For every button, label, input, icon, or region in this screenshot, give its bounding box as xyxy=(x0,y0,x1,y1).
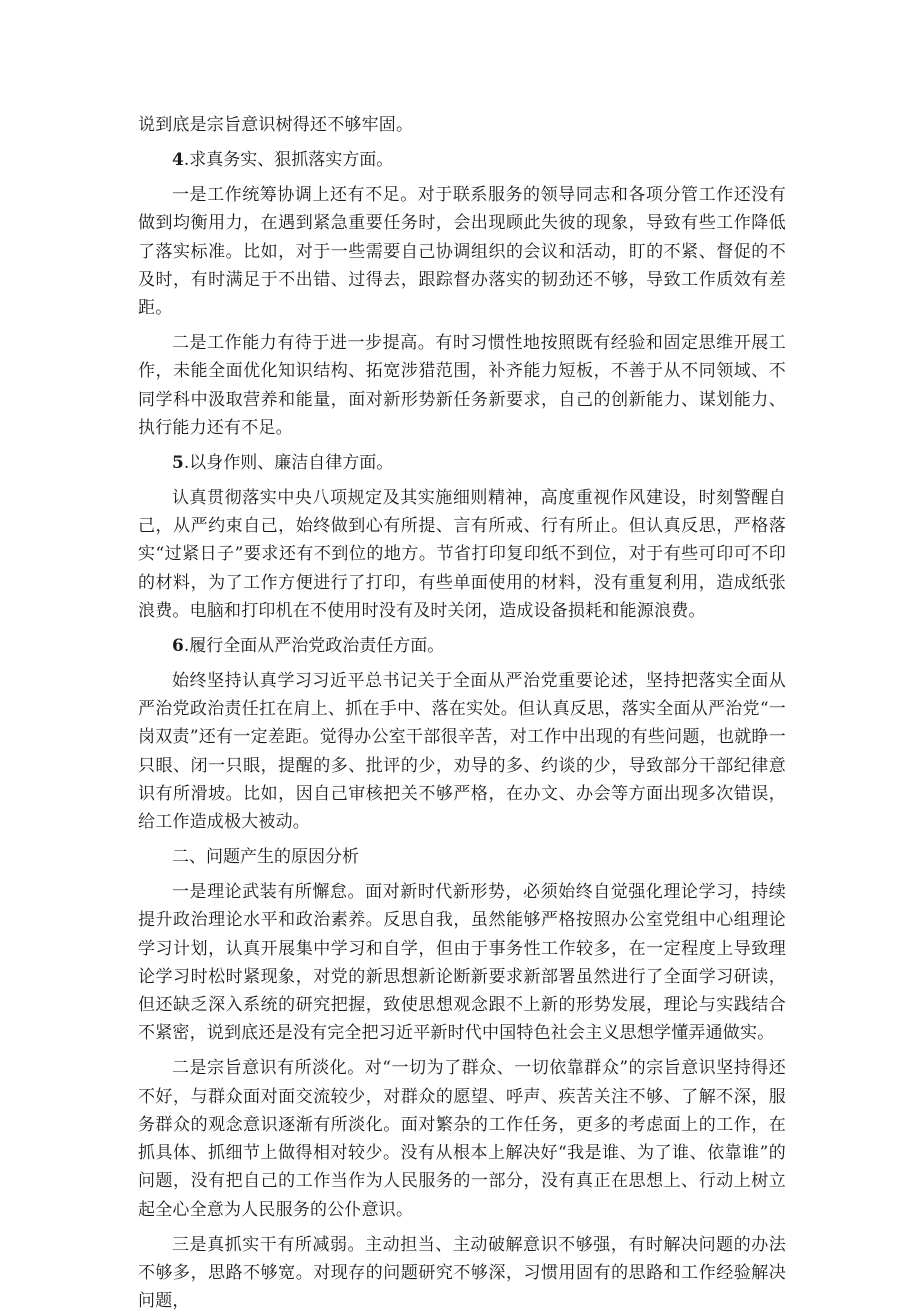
paragraph-self-discipline: 认真贯彻落实中央八项规定及其实施细则精神，高度重视作风建设，时刻警醒自己，从严约束自己，始终做到心有所提、言有所戒、行有所止。但认真反思，严格落实“过紧日子”要求还有不到位的地方。节省打印复印纸不到位，对于有些可印可不印的材料，为了工作方便进行了打印，有些单面使用的材料，没有重复利用，造成纸张浪费。电脑和打印机在不使用时没有及时关闭，造成设备损耗和能源浪费。 xyxy=(138,488,786,621)
paragraph-continuation: 说到底是宗旨意识树得还不够牢固。 xyxy=(138,115,414,135)
heading-4-number: 4 xyxy=(172,150,184,171)
paragraph-purpose: 二是宗旨意识有所淡化。对“一切为了群众、一切依靠群众”的宗旨意识坚持得还不好，与群众面对面交流较少，对群众的愿望、呼声、疾苦关注不够、了解不深，服务群众的观念意识逐渐有所淡化。面对繁杂的工作任务，更多的考虑面上的工作，在抓具体、抓细节上做得相对较少。没有从根本上解决好“我是谁、为了谁、依靠谁”的问题，没有把自己的工作当作为人民服务的一部分，没有真正在思想上、行动上树立起全心全意为人民服务的公仆意识。 xyxy=(138,1058,786,1220)
paragraph-theory: 一是理论武装有所懈怠。面对新时代新形势，必须始终自觉强化理论学习，持续提升政治理论水平和政治素养。反思自我，虽然能够严格按照办公室党组中心组理论学习计划，认真开展集中学习和自学，但由于事务性工作较多，在一定程度上导致理论学习时松时紧现象，对党的新思想新论断新要求新部署虽然进行了全面学习研读，但还缺乏深入系统的研究把握，致使思想观念跟不上新的形势发展，理论与实践结合不紧密，说到底还是没有完全把习近平新时代中国特色社会主义思想学懂弄通做实。 xyxy=(138,882,786,1044)
heading-5-text: .以身作则、廉洁自律方面。 xyxy=(183,453,394,474)
heading-6-text: .履行全面从严治党政治责任方面。 xyxy=(183,636,445,657)
heading-5 xyxy=(138,449,786,477)
paragraph-coordination: 一是工作统筹协调上还有不足。对于联系服务的领导同志和各项分管工作还没有做到均衡用力，在遇到紧急重要任务时，会出现顾此失彼的现象，导致有些工作降低了落实标准。比如，对于一些需要自己协调组织的会议和活动，盯的不紧、督促的不及时，有时满足于不出错、过得去，跟踪督办落实的韧劲还不够，导致工作质效有差距。 xyxy=(138,185,786,319)
section-heading-cause-analysis: 二、问题产生的原因分析 xyxy=(172,847,359,868)
paragraph-practical-work: 三是真抓实干有所减弱。主动担当、主动破解意识不够强，有时解决问题的办法不够多，思路不够宽。对现存的问题研究不够深，习惯用固有的思路和工作经验解决问题， xyxy=(138,1234,786,1312)
heading-5-number: 5 xyxy=(172,453,184,474)
paragraph-ability: 二是工作能力有待于进一步提高。有时习惯性地按照既有经验和固定思维开展工作，未能全面优化知识结构、拓宽涉猎范围，补齐能力短板，不善于从不同领域、不同学科中汲取营养和能量，面对新形势新任务新要求，自己的创新能力、谋划能力、执行能力还有不足。 xyxy=(138,333,786,438)
paragraph-party-responsibility: 始终坚持认真学习习近平总书记关于全面从严治党重要论述，坚持把落实全面从严治党政治责任扛在肩上、抓在手中、落在实处。但认真反思，落实全面从严治党“一岗双责”还有一定差距。觉得办公室干部很辛苦，对工作中出现的有些问题，也就睁一只眼、闭一只眼，提醒的多、批评的少，劝导的多、约谈的少，导致部分干部纪律意识有所滑坡。比如，因自己审核把关不够严格，在办文、办会等方面出现多次错误，给工作造成极大被动。 xyxy=(138,671,786,833)
document-body xyxy=(138,111,786,1315)
heading-4 xyxy=(138,146,786,174)
heading-6-number: 6 xyxy=(172,636,184,657)
heading-6 xyxy=(138,632,786,660)
heading-4-text: .求真务实、狠抓落实方面。 xyxy=(183,150,394,171)
